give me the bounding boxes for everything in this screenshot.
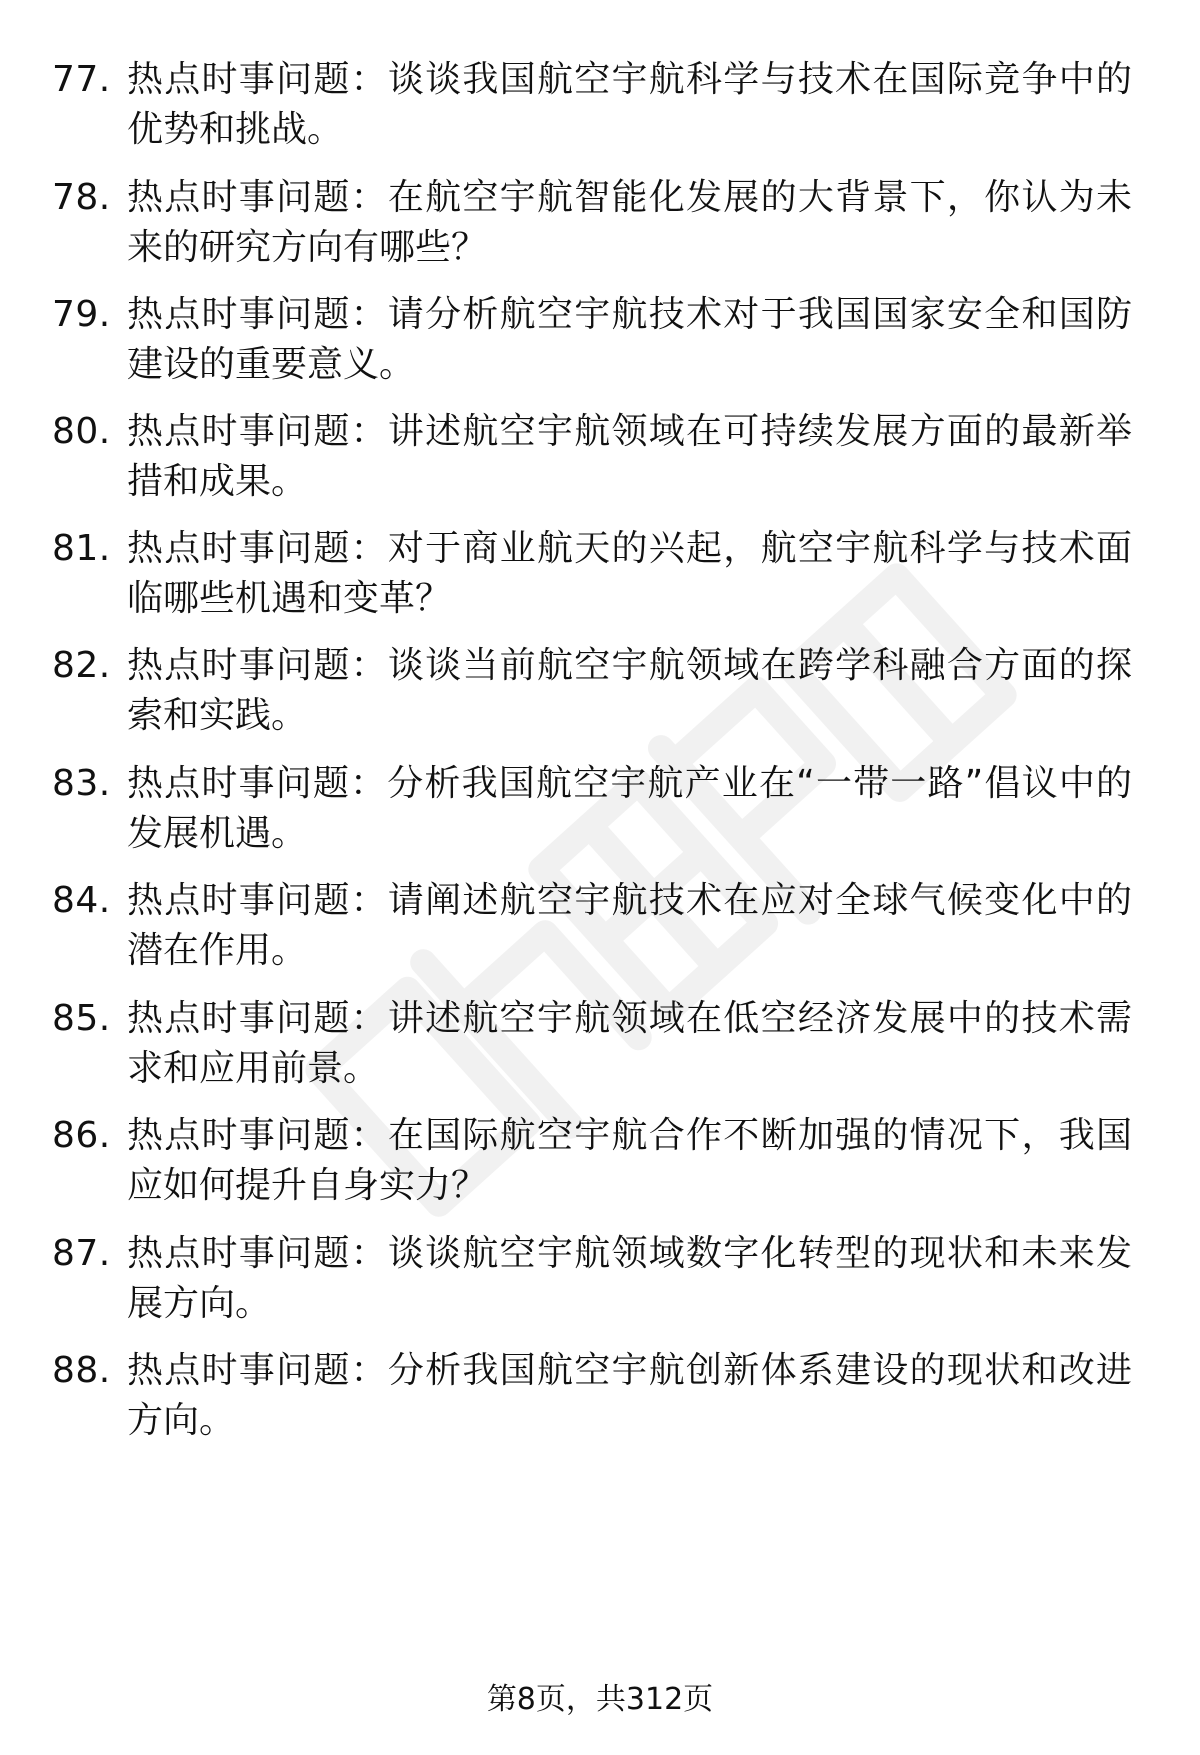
question-item bbox=[0, 1346, 1200, 1446]
question-text: 热点时事问题：请分析航空宇航技术对于我国国家安全和国防建设的重要意义。 bbox=[127, 294, 1132, 385]
question-text: 热点时事问题：对于商业航天的兴起，航空宇航科学与技术面临哪些机遇和变革？ bbox=[127, 528, 1132, 619]
question-item bbox=[0, 290, 1200, 390]
question-number: 86. bbox=[52, 1115, 111, 1156]
question-item bbox=[0, 55, 1200, 155]
question-number: 87. bbox=[52, 1233, 111, 1274]
question-text: 热点时事问题：分析我国航空宇航创新体系建设的现状和改进方向。 bbox=[127, 1350, 1132, 1441]
question-item bbox=[0, 1111, 1200, 1211]
question-item bbox=[0, 524, 1200, 624]
question-item bbox=[0, 407, 1200, 507]
question-number: 84. bbox=[52, 880, 111, 921]
question-number: 82. bbox=[52, 645, 111, 686]
question-item bbox=[0, 876, 1200, 976]
question-item bbox=[0, 759, 1200, 859]
question-text: 热点时事问题：请阐述航空宇航技术在应对全球气候变化中的潜在作用。 bbox=[127, 880, 1132, 971]
question-text: 热点时事问题：分析我国航空宇航产业在“一带一路”倡议中的发展机遇。 bbox=[127, 763, 1132, 854]
question-text: 热点时事问题：在国际航空宇航合作不断加强的情况下，我国应如何提升自身实力？ bbox=[127, 1115, 1132, 1206]
question-number: 79. bbox=[52, 294, 111, 335]
question-text: 热点时事问题：讲述航空宇航领域在低空经济发展中的技术需求和应用前景。 bbox=[127, 998, 1132, 1089]
question-number: 80. bbox=[52, 411, 111, 452]
question-text: 热点时事问题：讲述航空宇航领域在可持续发展方面的最新举措和成果。 bbox=[127, 411, 1132, 502]
question-number: 77. bbox=[52, 59, 111, 100]
question-text: 热点时事问题：谈谈航空宇航领域数字化转型的现状和未来发展方向。 bbox=[127, 1233, 1132, 1324]
question-number: 85. bbox=[52, 998, 111, 1039]
question-text: 热点时事问题：谈谈我国航空宇航科学与技术在国际竞争中的优势和挑战。 bbox=[127, 59, 1132, 150]
question-item bbox=[0, 1229, 1200, 1329]
question-number: 78. bbox=[52, 177, 111, 218]
question-number: 81. bbox=[52, 528, 111, 569]
question-item bbox=[0, 994, 1200, 1094]
question-item bbox=[0, 173, 1200, 273]
question-number: 83. bbox=[52, 763, 111, 804]
page-number-footer: 第8页，共312页 bbox=[486, 1682, 714, 1717]
question-text: 热点时事问题：谈谈当前航空宇航领域在跨学科融合方面的探索和实践。 bbox=[127, 645, 1132, 736]
question-item bbox=[0, 641, 1200, 741]
question-text: 热点时事问题：在航空宇航智能化发展的大背景下，你认为未来的研究方向有哪些？ bbox=[127, 177, 1132, 268]
question-number: 88. bbox=[52, 1350, 111, 1391]
